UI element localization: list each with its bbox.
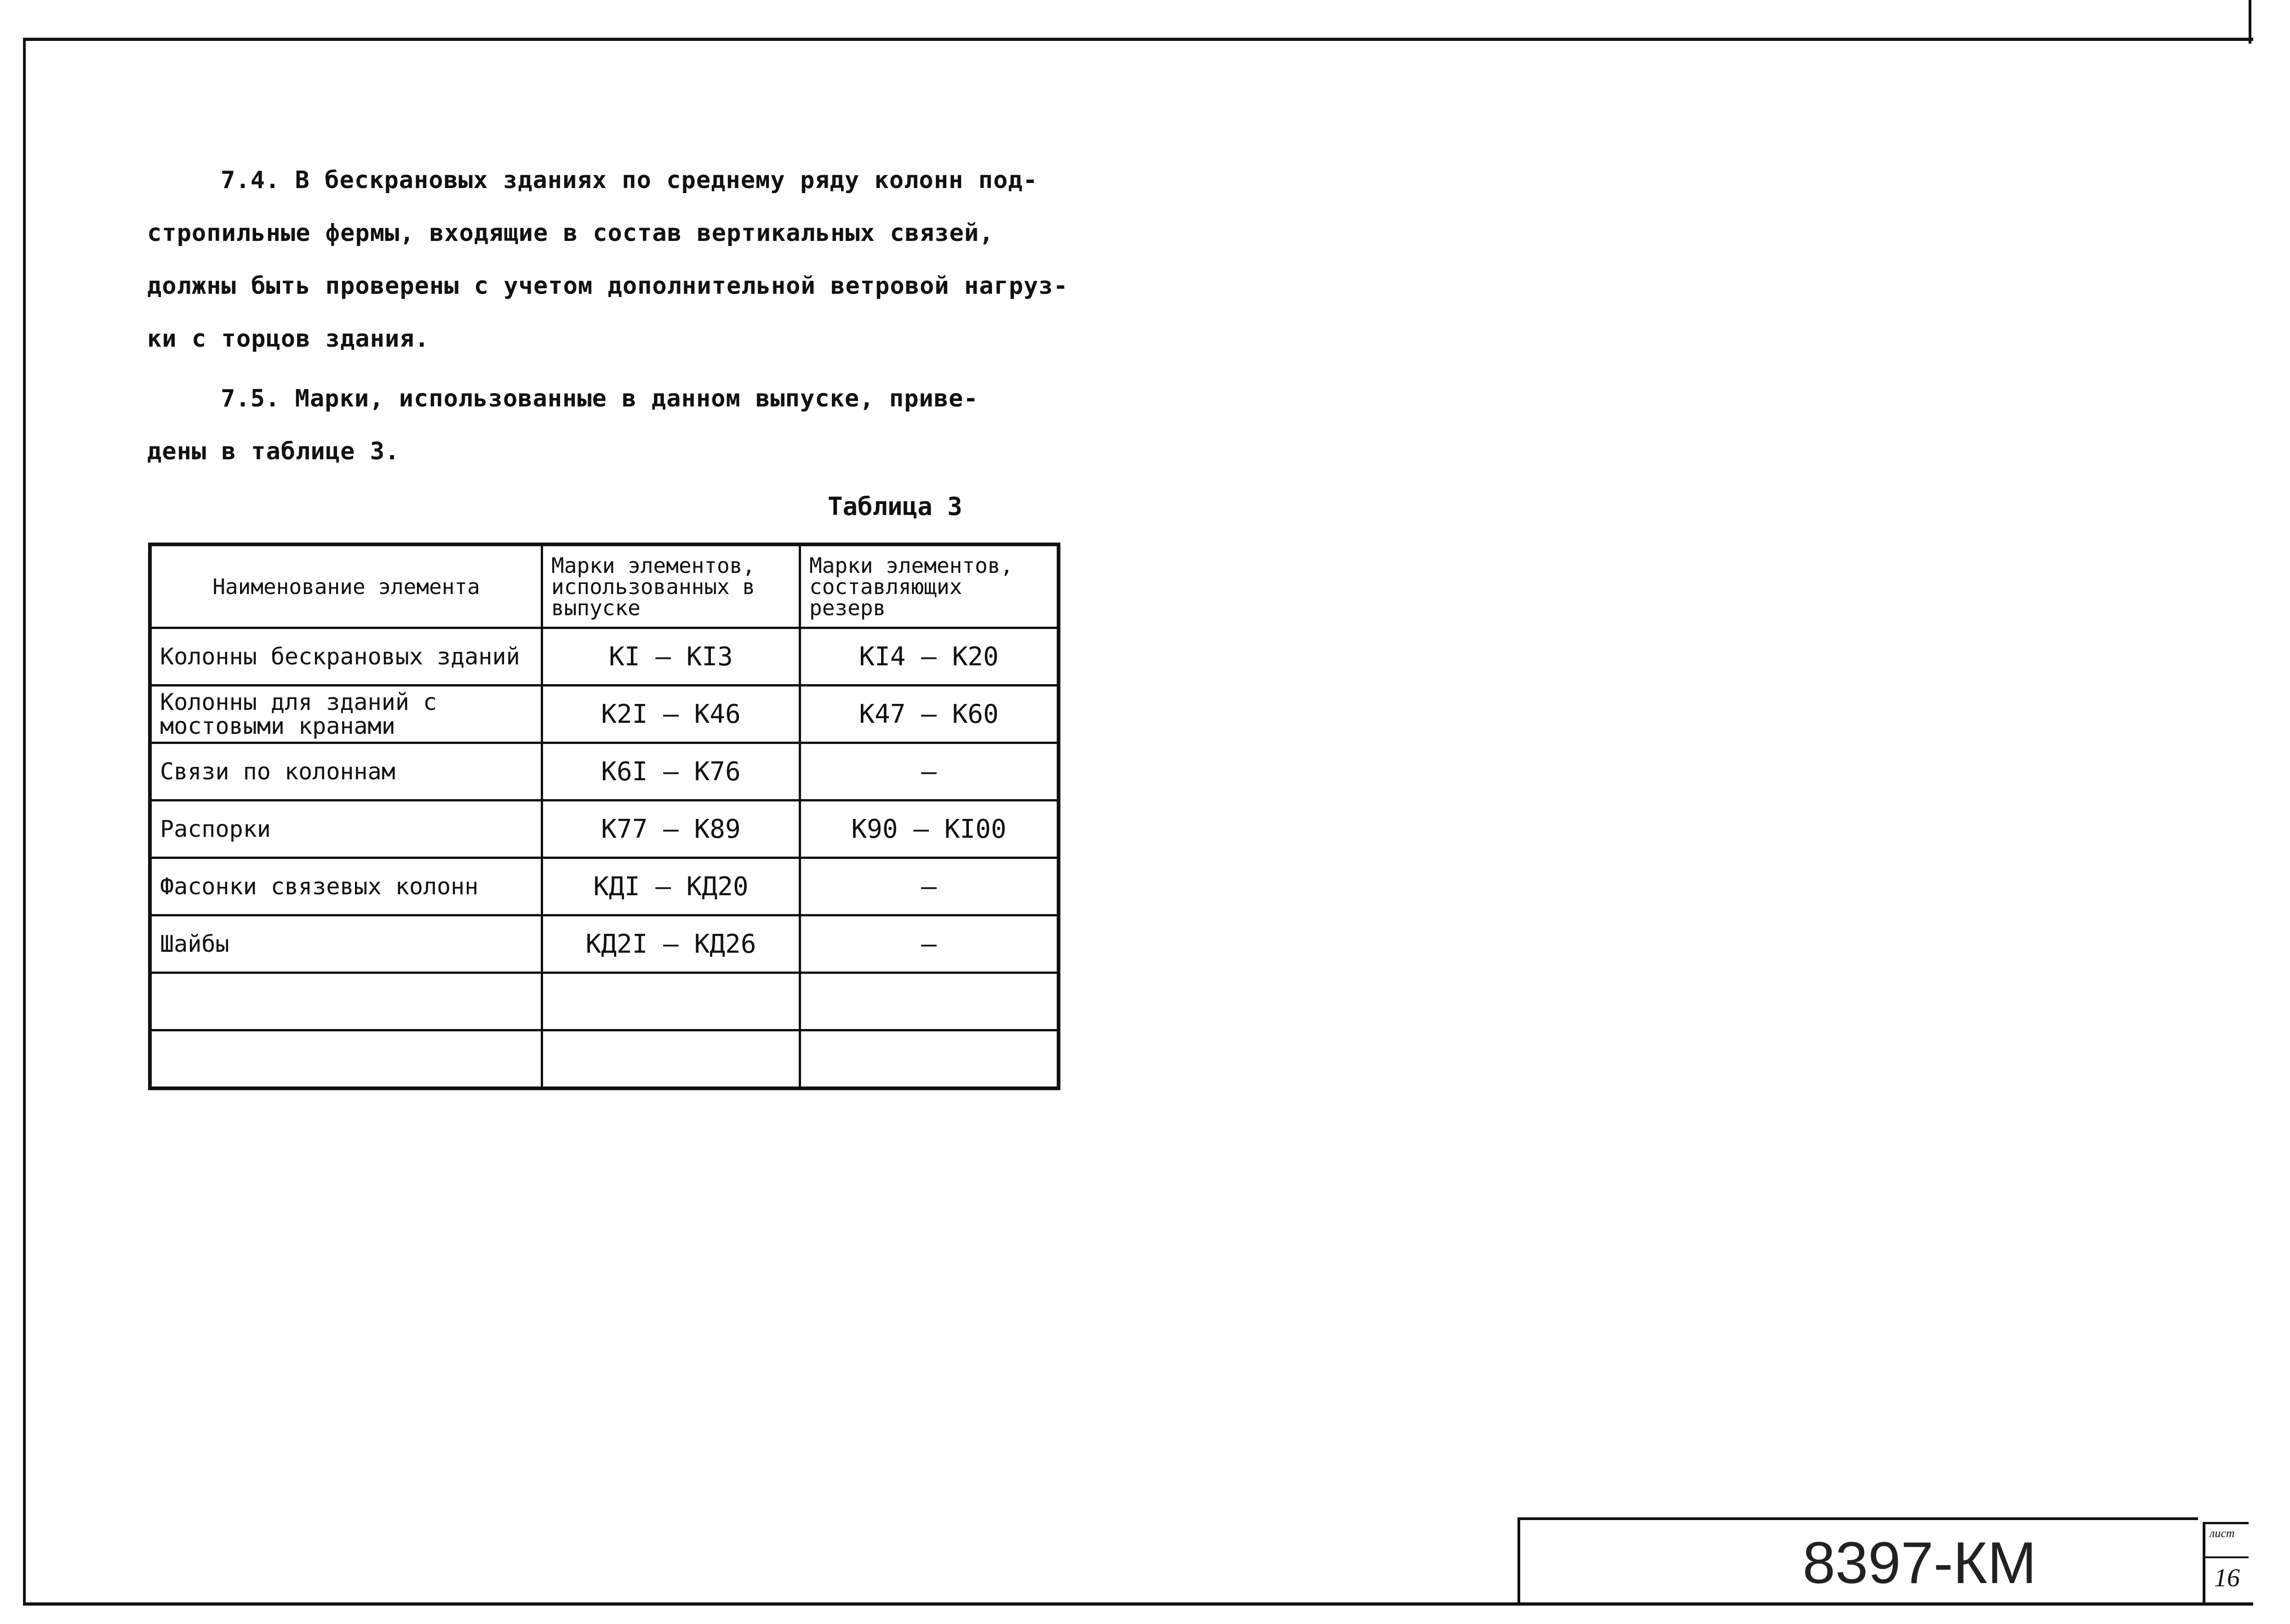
- reserve-marks-cell: КI4 – К20: [800, 628, 1059, 686]
- element-name-cell: Колонны бескрановых зданий: [150, 628, 542, 686]
- table-row: [150, 973, 1059, 1030]
- element-name-cell: [150, 973, 542, 1030]
- element-name-cell: [150, 1030, 542, 1089]
- reserve-marks-cell: –: [800, 743, 1059, 801]
- document-code: 8397-КМ: [1803, 1530, 2037, 1596]
- element-name-cell: Связи по колоннам: [150, 743, 542, 801]
- header-element-name: Наименование элемента: [150, 544, 542, 628]
- marks-table: [148, 543, 1060, 1090]
- table-row: [150, 686, 1059, 743]
- paragraph-line: стропильные фермы, входящие в состав вертикальных связей,: [147, 219, 994, 247]
- used-marks-cell: К77 – К89: [542, 801, 800, 858]
- element-name-cell: Фасонки связевых колонн: [150, 858, 542, 915]
- table-row: [150, 1030, 1059, 1089]
- used-marks-cell: [542, 1030, 800, 1089]
- reserve-marks-cell: –: [800, 858, 1059, 915]
- table-row: [150, 801, 1059, 858]
- header-used-marks: Марки элементов, использованных в выпуске: [542, 544, 800, 628]
- table-caption: Таблица 3: [828, 492, 962, 521]
- used-marks-cell: КI – КI3: [542, 628, 800, 686]
- paragraph-line: 7.5. Марки, использованные в данном выпуске, приве-: [221, 385, 979, 412]
- paragraph-line: 7.4. В бескрановых зданиях по среднему ряду колонн под-: [221, 166, 1038, 194]
- reserve-marks-cell: [800, 1030, 1059, 1089]
- paragraph-line: ки с торцов здания.: [147, 325, 429, 353]
- sheet-box-divider: [2203, 1556, 2249, 1558]
- sheet-label: лист: [2210, 1527, 2235, 1540]
- frame-corner-mark: [2249, 0, 2251, 44]
- paragraph-7-4: [147, 154, 1068, 366]
- used-marks-cell: К6I – К76: [542, 743, 800, 801]
- sheet-number: 16: [2214, 1564, 2240, 1592]
- element-name-cell: Распорки: [150, 801, 542, 858]
- used-marks-cell: [542, 973, 800, 1030]
- paragraph-7-5: [147, 372, 979, 478]
- table-row: [150, 628, 1059, 686]
- reserve-marks-cell: К47 – К60: [800, 686, 1059, 743]
- element-name-cell: Шайбы: [150, 915, 542, 973]
- reserve-marks-cell: К90 – КI00: [800, 801, 1059, 858]
- used-marks-cell: КДI – КД20: [542, 858, 800, 915]
- table-row: [150, 743, 1059, 801]
- table-row: [150, 858, 1059, 915]
- paragraph-line: должны быть проверены с учетом дополнительной ветровой нагруз-: [147, 272, 1069, 300]
- paragraph-line: дены в таблице 3.: [147, 438, 400, 465]
- table-header-row: [150, 544, 1059, 628]
- reserve-marks-cell: –: [800, 915, 1059, 973]
- reserve-marks-cell: [800, 973, 1059, 1030]
- header-reserve-marks: Марки элементов, составляющих резерв: [800, 544, 1059, 628]
- element-name-cell: Колонны для зданий с мостовыми кранами: [150, 686, 542, 743]
- table-row: [150, 915, 1059, 973]
- used-marks-cell: К2I – К46: [542, 686, 800, 743]
- used-marks-cell: КД2I – КД26: [542, 915, 800, 973]
